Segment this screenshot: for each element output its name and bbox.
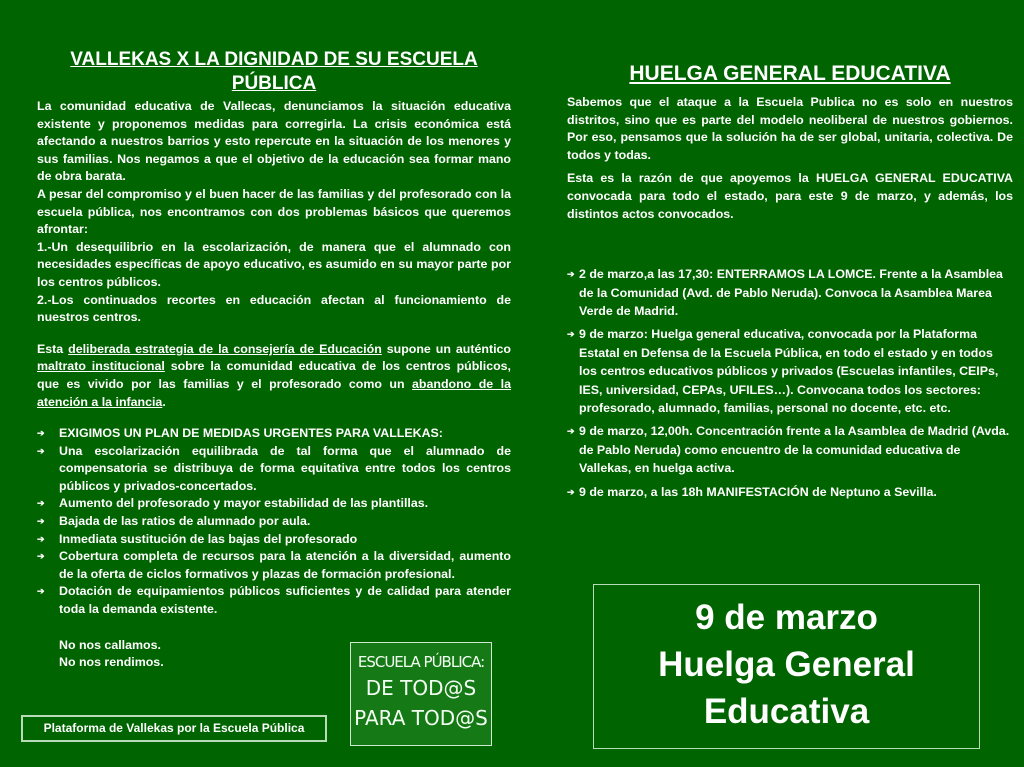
support-paragraph: Esta es la razón de que apoyemos la HUELGA GENERAL EDUCATIVA convocada para todo el estado, para este 9 de marzo, y además, los distintos actos convocados.	[567, 171, 1013, 221]
demand-item: ➔ Bajada de las ratios de alumnado por aula.	[37, 513, 511, 531]
intro-paragraph: La comunidad educativa de Vallecas, denunciamos la situación educativa existente y proponemos medidas para corregirla. La crisis económica está afectando a nuestros barrios y esto repercute en la situación de los menores y sus familias. Nos negamos a que el objetivo de la educación sea formar mano de obra barata.	[37, 99, 511, 184]
arrow-bullet-icon: ➔	[567, 269, 575, 280]
arrow-bullet-icon: ➔	[567, 486, 575, 497]
escuela-publica-logo: ESCUELA PÚBLICA: DE TOD@S PARA TOD@S	[350, 642, 492, 746]
underlined-abandono: abandono de la atención a la infancia	[37, 376, 511, 409]
arrow-bullet-icon: ➔	[567, 329, 575, 340]
problem-1: 1.-Un desequilibrio en la escolarización, de manera que el alumnado con necesidades específicas de apoyo educativo, es asumido en su mayor parte por los centros públicos.	[37, 239, 511, 289]
problems-paragraph: A pesar del compromiso y el buen hacer de las familias y del profesorado con la escuela pública, nos encontramos con dos problemas básicos que queremos afrontar:	[37, 186, 511, 237]
underlined-maltrato: maltrato institucional	[37, 359, 165, 374]
arrow-bullet-icon: ➔	[567, 426, 575, 437]
strategy-paragraph: Esta deliberada estrategia de la consejería de Educación supone un auténtico maltrato institucional sobre la comunidad educativa de los centros públicos, que es vivido por las familias y el profesorado como un abandono de la atención a la infancia.	[37, 341, 511, 409]
left-title: VALLEKAS X LA DIGNIDAD DE SU ESCUELA PÚBLICA	[70, 49, 478, 94]
arrow-bullet-icon: ➔	[37, 533, 45, 544]
arrow-bullet-icon: ➔	[37, 586, 45, 597]
event-item: ➔ 9 de marzo: Huelga general educativa, convocada por la Plataforma Estatal en Defensa de la Escuela Pública, en todo el estado y en todos los centros educativos públicos y privados (Escuelas infantiles, CEIPs, IES, universidad, CEPAs, UFILES…). Convocana todos los sectores: profesorado, alumnado, familias, personal no docente, etc. etc.	[567, 327, 999, 415]
left-column	[37, 48, 511, 672]
problem-2: 2.-Los continuados recortes en educación afectan al funcionamiento de nuestros centros.	[37, 292, 511, 325]
underlined-strategy: deliberada estrategia de la consejería de Educación	[68, 341, 382, 356]
demand-item: ➔ Aumento del profesorado y mayor estabilidad de las plantillas.	[37, 495, 511, 513]
event-item: ➔ 9 de marzo, 12,00h. Concentración frente a la Asamblea de Madrid (Avda. de Pablo Neruda) como encuentro de la comunidad educativa de Vallekas, en huelga activa.	[567, 424, 1010, 476]
demand-item: ➔ EXIGIMOS UN PLAN DE MEDIDAS URGENTES PARA VALLEKAS:	[37, 425, 511, 443]
arrow-bullet-icon: ➔	[37, 428, 45, 439]
right-title: HUELGA GENERAL EDUCATIVA	[629, 62, 951, 85]
platform-footer: Plataforma de Vallekas por la Escuela Pública	[21, 715, 327, 742]
demand-item: ➔ Cobertura completa de recursos para la atención a la diversidad, aumento de la oferta de ciclos formativos y plazas de formación profesional.	[37, 549, 511, 581]
strike-date-banner: 9 de marzo Huelga General Educativa	[593, 584, 980, 749]
arrow-bullet-icon: ➔	[37, 516, 45, 527]
event-item: ➔ 9 de marzo, a las 18h MANIFESTACIÓN de Neptuno a Sevilla.	[567, 483, 1013, 501]
closing-lines: No nos callamos. No nos rendimos.	[59, 637, 164, 670]
arrow-bullet-icon: ➔	[37, 445, 45, 456]
event-item: ➔ 2 de marzo,a las 17,30: ENTERRAMOS LA LOMCE. Frente a la Asamblea de la Comunidad (Avd. de Pablo Neruda). Convoca la Asamblea Marea Verde de Madrid.	[567, 267, 1003, 318]
demand-item: ➔ Dotación de equipamientos públicos suficientes y de calidad para atender toda la demanda existente.	[37, 584, 511, 617]
demand-item: ➔ Una escolarización equilibrada de tal forma que el alumnado de compensatoria se distribuya de forma equitativa entre todos los centros públicos y privados-concertados.	[37, 443, 511, 493]
right-column	[567, 62, 1013, 506]
demand-item: ➔ Inmediata sustitución de las bajas del profesorado	[37, 531, 511, 549]
arrow-bullet-icon: ➔	[37, 551, 45, 562]
events-list	[567, 265, 1013, 501]
attack-paragraph: Sabemos que el ataque a la Escuela Publica no es solo en nuestros distritos, sino que es parte del modelo neoliberal de nuestros gobiernos. Por eso, pensamos que la solución ha de ser global, unitaria, colectiva. De todos y todas.	[567, 95, 1013, 162]
demands-list	[37, 425, 511, 619]
arrow-bullet-icon: ➔	[37, 498, 45, 509]
